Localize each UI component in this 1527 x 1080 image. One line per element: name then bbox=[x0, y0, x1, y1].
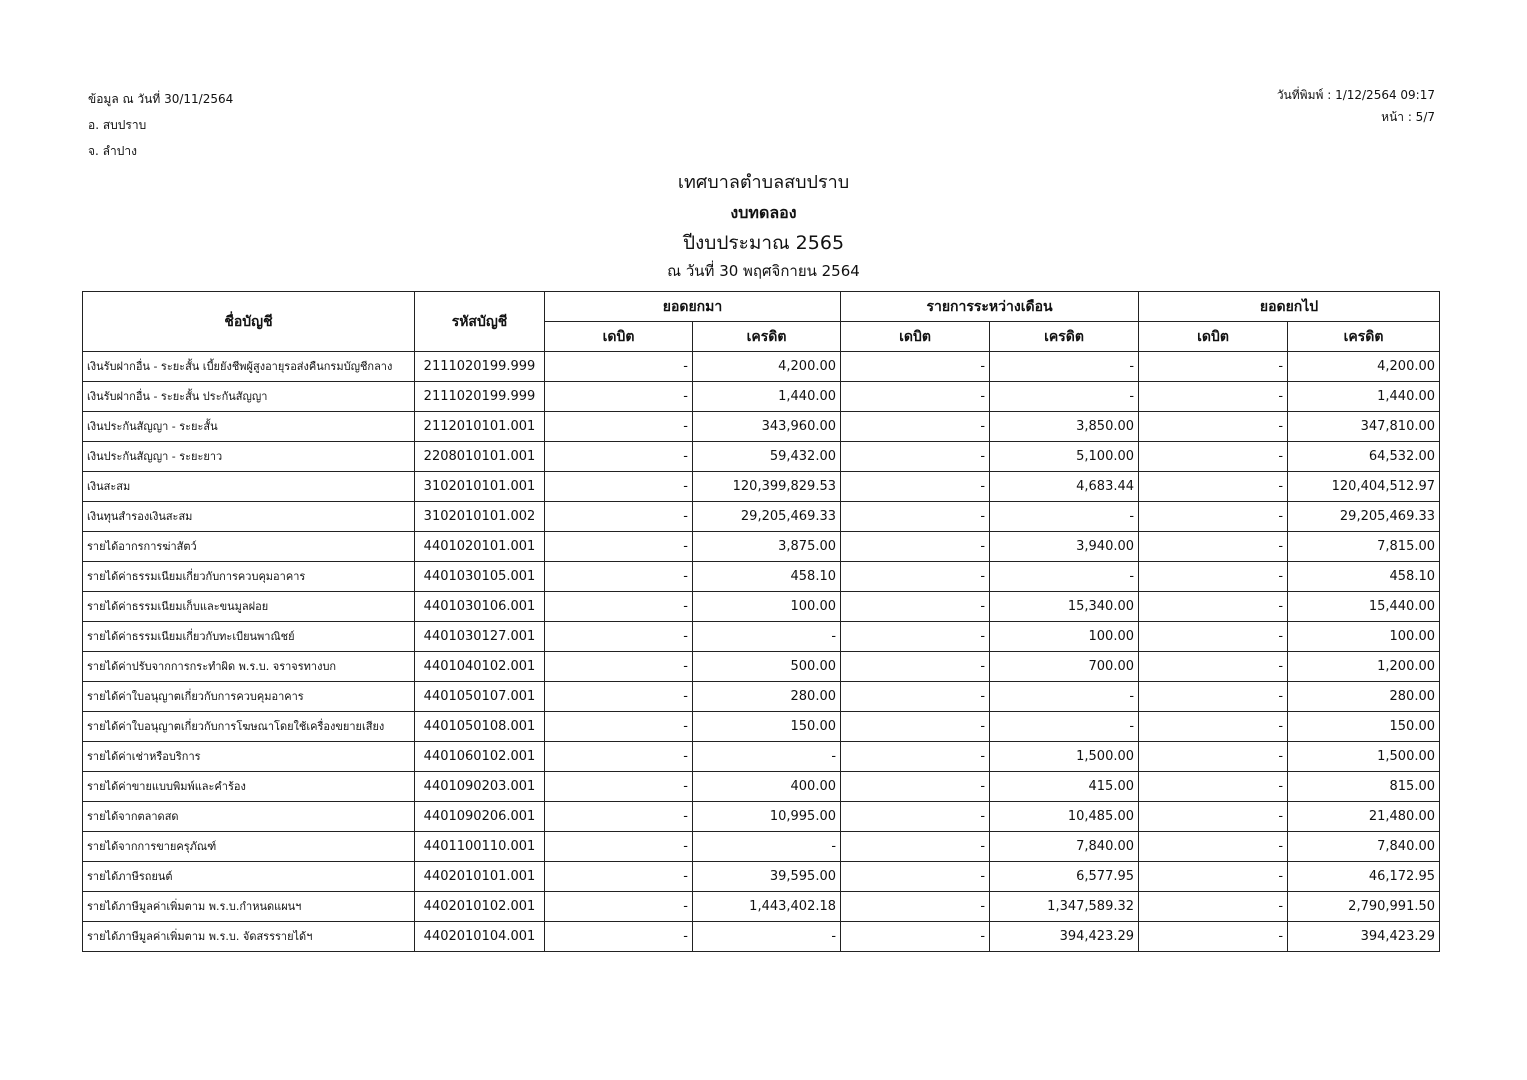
bf-credit-cell: 1,440.00 bbox=[693, 382, 841, 412]
account-name-cell: รายได้ค่าธรรมเนียมเกี่ยวกับการควบคุมอาคาร bbox=[83, 562, 415, 592]
account-code-cell: 4401050108.001 bbox=[415, 712, 545, 742]
header-during-month: รายการระหว่างเดือน bbox=[841, 292, 1139, 322]
header-carried-forward: ยอดยกไป bbox=[1139, 292, 1440, 322]
account-code-cell: 4401090203.001 bbox=[415, 772, 545, 802]
account-name-cell: รายได้อากรการฆ่าสัตว์ bbox=[83, 532, 415, 562]
cf-debit-cell: - bbox=[1139, 472, 1288, 502]
month-credit-cell: 3,940.00 bbox=[990, 532, 1139, 562]
bf-credit-cell: 343,960.00 bbox=[693, 412, 841, 442]
month-credit-cell: 10,485.00 bbox=[990, 802, 1139, 832]
cf-debit-cell: - bbox=[1139, 622, 1288, 652]
district: อ. สบปราบ bbox=[88, 118, 147, 132]
account-code-cell: 2111020199.999 bbox=[415, 352, 545, 382]
bf-credit-cell: - bbox=[693, 622, 841, 652]
month-credit-cell: 5,100.00 bbox=[990, 442, 1139, 472]
table-row bbox=[83, 862, 1440, 892]
table-row bbox=[83, 802, 1440, 832]
month-credit-cell: 3,850.00 bbox=[990, 412, 1139, 442]
account-code-cell: 4401030105.001 bbox=[415, 562, 545, 592]
bf-debit-cell: - bbox=[545, 772, 693, 802]
bf-debit-cell: - bbox=[545, 832, 693, 862]
account-name-cell: รายได้ค่าธรรมเนียมเกี่ยวกับทะเบียนพาณิชย์ bbox=[83, 622, 415, 652]
cf-credit-cell: 458.10 bbox=[1288, 562, 1440, 592]
page-number: หน้า : 5/7 bbox=[1381, 110, 1435, 124]
month-debit-cell: - bbox=[841, 502, 990, 532]
table-row bbox=[83, 562, 1440, 592]
month-debit-cell: - bbox=[841, 352, 990, 382]
report-meta-left bbox=[88, 86, 233, 164]
cf-debit-cell: - bbox=[1139, 562, 1288, 592]
bf-debit-cell: - bbox=[545, 922, 693, 952]
as-of-date: ณ วันที่ 30 พฤศจิกายน 2564 bbox=[667, 262, 860, 280]
month-credit-cell: 100.00 bbox=[990, 622, 1139, 652]
month-credit-cell: 6,577.95 bbox=[990, 862, 1139, 892]
cf-credit-cell: 7,840.00 bbox=[1288, 832, 1440, 862]
account-name-cell: เงินรับฝากอื่น - ระยะสั้น ประกันสัญญา bbox=[83, 382, 415, 412]
account-name-cell: รายได้ภาษีรถยนต์ bbox=[83, 862, 415, 892]
month-credit-cell: - bbox=[990, 352, 1139, 382]
month-debit-cell: - bbox=[841, 862, 990, 892]
account-name-cell: เงินประกันสัญญา - ระยะสั้น bbox=[83, 412, 415, 442]
cf-credit-cell: 4,200.00 bbox=[1288, 352, 1440, 382]
bf-debit-cell: - bbox=[545, 862, 693, 892]
account-code-cell: 4402010102.001 bbox=[415, 892, 545, 922]
cf-credit-cell: 64,532.00 bbox=[1288, 442, 1440, 472]
table-row bbox=[83, 922, 1440, 952]
cf-debit-cell: - bbox=[1139, 922, 1288, 952]
bf-credit-cell: 458.10 bbox=[693, 562, 841, 592]
table-row bbox=[83, 472, 1440, 502]
table-row bbox=[83, 832, 1440, 862]
fiscal-year: ปีงบประมาณ 2565 bbox=[682, 232, 845, 254]
bf-debit-cell: - bbox=[545, 412, 693, 442]
cf-credit-cell: 21,480.00 bbox=[1288, 802, 1440, 832]
cf-debit-cell: - bbox=[1139, 802, 1288, 832]
bf-credit-cell: - bbox=[693, 832, 841, 862]
bf-credit-cell: 10,995.00 bbox=[693, 802, 841, 832]
table-body bbox=[83, 352, 1440, 952]
bf-debit-cell: - bbox=[545, 352, 693, 382]
bf-debit-cell: - bbox=[545, 472, 693, 502]
bf-credit-cell: 59,432.00 bbox=[693, 442, 841, 472]
table-row bbox=[83, 382, 1440, 412]
cf-credit-cell: 815.00 bbox=[1288, 772, 1440, 802]
bf-debit-cell: - bbox=[545, 802, 693, 832]
cf-debit-cell: - bbox=[1139, 682, 1288, 712]
month-debit-cell: - bbox=[841, 772, 990, 802]
month-credit-cell: 1,347,589.32 bbox=[990, 892, 1139, 922]
account-name-cell: รายได้ค่าใบอนุญาตเกี่ยวกับการโฆษณาโดยใช้เครื่องขยายเสียง bbox=[83, 712, 415, 742]
bf-debit-cell: - bbox=[545, 892, 693, 922]
table-row bbox=[83, 712, 1440, 742]
report-title: งบทดลอง bbox=[730, 203, 797, 222]
bf-debit-cell: - bbox=[545, 442, 693, 472]
account-code-cell: 4401050107.001 bbox=[415, 682, 545, 712]
bf-credit-cell: - bbox=[693, 742, 841, 772]
bf-debit-cell: - bbox=[545, 622, 693, 652]
account-name-cell: รายได้จากการขายครุภัณฑ์ bbox=[83, 832, 415, 862]
table-row bbox=[83, 622, 1440, 652]
bf-credit-cell: 280.00 bbox=[693, 682, 841, 712]
bf-credit-cell: 500.00 bbox=[693, 652, 841, 682]
table-row bbox=[83, 652, 1440, 682]
bf-credit-cell: 39,595.00 bbox=[693, 862, 841, 892]
month-debit-cell: - bbox=[841, 652, 990, 682]
bf-debit-cell: - bbox=[545, 742, 693, 772]
account-name-cell: รายได้ภาษีมูลค่าเพิ่มตาม พ.ร.บ.กำหนดแผนฯ bbox=[83, 892, 415, 922]
account-code-cell: 4402010104.001 bbox=[415, 922, 545, 952]
cf-credit-cell: 1,440.00 bbox=[1288, 382, 1440, 412]
bf-credit-cell: 1,443,402.18 bbox=[693, 892, 841, 922]
cf-credit-cell: 280.00 bbox=[1288, 682, 1440, 712]
account-code-cell: 2112010101.001 bbox=[415, 412, 545, 442]
month-credit-cell: 7,840.00 bbox=[990, 832, 1139, 862]
cf-credit-cell: 1,500.00 bbox=[1288, 742, 1440, 772]
account-name-cell: รายได้ค่าเช่าหรือบริการ bbox=[83, 742, 415, 772]
account-name-cell: รายได้ค่าขายแบบพิมพ์และคำร้อง bbox=[83, 772, 415, 802]
month-credit-cell: 15,340.00 bbox=[990, 592, 1139, 622]
table-row bbox=[83, 682, 1440, 712]
header-bf-credit: เครดิต bbox=[693, 322, 841, 352]
month-debit-cell: - bbox=[841, 742, 990, 772]
cf-credit-cell: 2,790,991.50 bbox=[1288, 892, 1440, 922]
print-date: วันที่พิมพ์ : 1/12/2564 09:17 bbox=[1276, 88, 1435, 102]
account-code-cell: 4401090206.001 bbox=[415, 802, 545, 832]
cf-debit-cell: - bbox=[1139, 502, 1288, 532]
table-row bbox=[83, 592, 1440, 622]
month-debit-cell: - bbox=[841, 562, 990, 592]
cf-debit-cell: - bbox=[1139, 592, 1288, 622]
account-code-cell: 4401030106.001 bbox=[415, 592, 545, 622]
report-titles bbox=[0, 168, 1527, 284]
cf-credit-cell: 347,810.00 bbox=[1288, 412, 1440, 442]
bf-credit-cell: 150.00 bbox=[693, 712, 841, 742]
cf-credit-cell: 1,200.00 bbox=[1288, 652, 1440, 682]
account-code-cell: 4401040102.001 bbox=[415, 652, 545, 682]
cf-debit-cell: - bbox=[1139, 772, 1288, 802]
bf-debit-cell: - bbox=[545, 532, 693, 562]
bf-debit-cell: - bbox=[545, 712, 693, 742]
month-credit-cell: 1,500.00 bbox=[990, 742, 1139, 772]
month-debit-cell: - bbox=[841, 892, 990, 922]
cf-credit-cell: 394,423.29 bbox=[1288, 922, 1440, 952]
header-account-code: รหัสบัญชี bbox=[415, 292, 545, 352]
month-debit-cell: - bbox=[841, 442, 990, 472]
bf-credit-cell: 120,399,829.53 bbox=[693, 472, 841, 502]
bf-debit-cell: - bbox=[545, 562, 693, 592]
cf-debit-cell: - bbox=[1139, 712, 1288, 742]
cf-credit-cell: 120,404,512.97 bbox=[1288, 472, 1440, 502]
account-name-cell: รายได้จากตลาดสด bbox=[83, 802, 415, 832]
header-cf-debit: เดบิต bbox=[1139, 322, 1288, 352]
cf-credit-cell: 150.00 bbox=[1288, 712, 1440, 742]
cf-debit-cell: - bbox=[1139, 412, 1288, 442]
cf-debit-cell: - bbox=[1139, 652, 1288, 682]
month-credit-cell: - bbox=[990, 562, 1139, 592]
month-debit-cell: - bbox=[841, 382, 990, 412]
month-debit-cell: - bbox=[841, 832, 990, 862]
account-name-cell: รายได้ค่าใบอนุญาตเกี่ยวกับการควบคุมอาคาร bbox=[83, 682, 415, 712]
account-name-cell: เงินประกันสัญญา - ระยะยาว bbox=[83, 442, 415, 472]
account-code-cell: 3102010101.002 bbox=[415, 502, 545, 532]
table-row bbox=[83, 502, 1440, 532]
bf-debit-cell: - bbox=[545, 592, 693, 622]
month-credit-cell: - bbox=[990, 382, 1139, 412]
month-credit-cell: 415.00 bbox=[990, 772, 1139, 802]
table-row bbox=[83, 442, 1440, 472]
cf-debit-cell: - bbox=[1139, 352, 1288, 382]
month-debit-cell: - bbox=[841, 682, 990, 712]
cf-credit-cell: 100.00 bbox=[1288, 622, 1440, 652]
account-name-cell: เงินรับฝากอื่น - ระยะสั้น เบี้ยยังชีพผู้สูงอายุรอส่งคืนกรมบัญชีกลาง bbox=[83, 352, 415, 382]
table-row bbox=[83, 532, 1440, 562]
month-credit-cell: 4,683.44 bbox=[990, 472, 1139, 502]
table-row bbox=[83, 772, 1440, 802]
account-name-cell: เงินสะสม bbox=[83, 472, 415, 502]
cf-debit-cell: - bbox=[1139, 442, 1288, 472]
account-code-cell: 3102010101.001 bbox=[415, 472, 545, 502]
bf-debit-cell: - bbox=[545, 682, 693, 712]
account-name-cell: เงินทุนสำรองเงินสะสม bbox=[83, 502, 415, 532]
cf-debit-cell: - bbox=[1139, 532, 1288, 562]
bf-credit-cell: - bbox=[693, 922, 841, 952]
bf-debit-cell: - bbox=[545, 382, 693, 412]
cf-credit-cell: 46,172.95 bbox=[1288, 862, 1440, 892]
month-debit-cell: - bbox=[841, 412, 990, 442]
month-credit-cell: - bbox=[990, 682, 1139, 712]
trial-balance-table bbox=[82, 291, 1440, 952]
account-code-cell: 4401030127.001 bbox=[415, 622, 545, 652]
header-account-name: ชื่อบัญชี bbox=[83, 292, 415, 352]
month-debit-cell: - bbox=[841, 712, 990, 742]
header-m-credit: เครดิต bbox=[990, 322, 1139, 352]
month-debit-cell: - bbox=[841, 472, 990, 502]
account-code-cell: 4401100110.001 bbox=[415, 832, 545, 862]
bf-debit-cell: - bbox=[545, 502, 693, 532]
report-meta-right bbox=[1277, 84, 1435, 128]
bf-credit-cell: 100.00 bbox=[693, 592, 841, 622]
bf-credit-cell: 400.00 bbox=[693, 772, 841, 802]
header-m-debit: เดบิต bbox=[841, 322, 990, 352]
bf-credit-cell: 4,200.00 bbox=[693, 352, 841, 382]
month-debit-cell: - bbox=[841, 922, 990, 952]
organization-name: เทศบาลตำบลสบปราบ bbox=[677, 172, 850, 193]
cf-credit-cell: 29,205,469.33 bbox=[1288, 502, 1440, 532]
account-code-cell: 4401020101.001 bbox=[415, 532, 545, 562]
account-code-cell: 4402010101.001 bbox=[415, 862, 545, 892]
month-credit-cell: 394,423.29 bbox=[990, 922, 1139, 952]
month-debit-cell: - bbox=[841, 592, 990, 622]
cf-credit-cell: 15,440.00 bbox=[1288, 592, 1440, 622]
month-debit-cell: - bbox=[841, 622, 990, 652]
data-date: ข้อมูล ณ วันที่ 30/11/2564 bbox=[88, 92, 234, 106]
province: จ. ลำปาง bbox=[88, 144, 137, 158]
cf-debit-cell: - bbox=[1139, 862, 1288, 892]
table-row bbox=[83, 412, 1440, 442]
table-row bbox=[83, 352, 1440, 382]
table-row bbox=[83, 742, 1440, 772]
month-debit-cell: - bbox=[841, 802, 990, 832]
account-code-cell: 2111020199.999 bbox=[415, 382, 545, 412]
account-name-cell: รายได้ภาษีมูลค่าเพิ่มตาม พ.ร.บ. จัดสรรรายได้ฯ bbox=[83, 922, 415, 952]
account-name-cell: รายได้ค่าธรรมเนียมเก็บและขนมูลฝอย bbox=[83, 592, 415, 622]
cf-credit-cell: 7,815.00 bbox=[1288, 532, 1440, 562]
month-credit-cell: - bbox=[990, 712, 1139, 742]
header-brought-forward: ยอดยกมา bbox=[545, 292, 841, 322]
bf-credit-cell: 3,875.00 bbox=[693, 532, 841, 562]
cf-debit-cell: - bbox=[1139, 892, 1288, 922]
month-debit-cell: - bbox=[841, 532, 990, 562]
bf-credit-cell: 29,205,469.33 bbox=[693, 502, 841, 532]
month-credit-cell: 700.00 bbox=[990, 652, 1139, 682]
header-cf-credit: เครดิต bbox=[1288, 322, 1440, 352]
cf-debit-cell: - bbox=[1139, 832, 1288, 862]
month-credit-cell: - bbox=[990, 502, 1139, 532]
account-code-cell: 4401060102.001 bbox=[415, 742, 545, 772]
account-code-cell: 2208010101.001 bbox=[415, 442, 545, 472]
account-name-cell: รายได้ค่าปรับจากการกระทำผิด พ.ร.บ. จราจรทางบก bbox=[83, 652, 415, 682]
header-bf-debit: เดบิต bbox=[545, 322, 693, 352]
bf-debit-cell: - bbox=[545, 652, 693, 682]
cf-debit-cell: - bbox=[1139, 742, 1288, 772]
cf-debit-cell: - bbox=[1139, 382, 1288, 412]
table-row bbox=[83, 892, 1440, 922]
